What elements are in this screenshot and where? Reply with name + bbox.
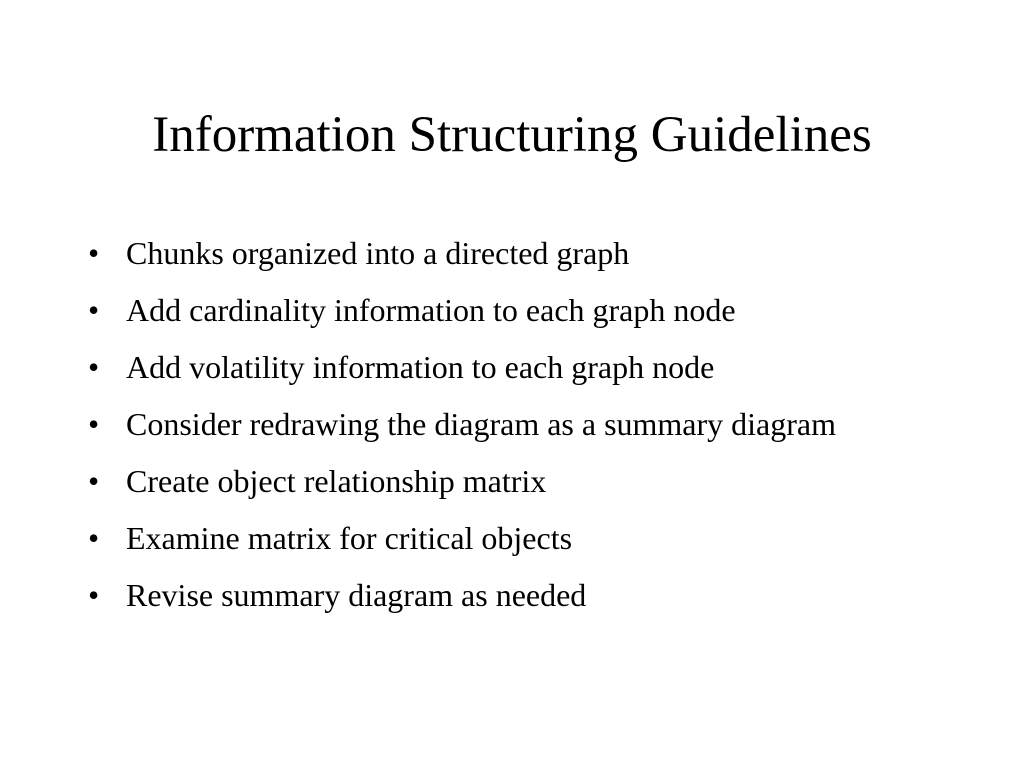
bullet-text: Create object relationship matrix [126,463,547,499]
slide-title: Information Structuring Guidelines [152,107,872,163]
bullet-icon: • [88,577,100,613]
bullet-text: Examine matrix for critical objects [126,520,573,556]
bullet-text: Revise summary diagram as needed [126,577,587,613]
list-item [82,572,902,618]
list-item [82,230,902,276]
bullet-icon: • [88,292,100,328]
bullet-text: Chunks organized into a directed graph [126,235,630,271]
bullet-icon: • [88,406,100,442]
list-item [82,287,902,333]
bullet-list [82,230,902,629]
bullet-text: Add volatility information to each graph node [126,349,715,385]
bullet-text: Consider redrawing the diagram as a summary diagram [126,406,836,442]
list-item [82,344,902,390]
bullet-text: Add cardinality information to each graph node [126,292,736,328]
list-item [82,401,902,447]
list-item [82,458,902,504]
bullet-icon: • [88,349,100,385]
bullet-icon: • [88,520,100,556]
bullet-icon: • [88,235,100,271]
list-item [82,515,902,561]
bullet-icon: • [88,463,100,499]
